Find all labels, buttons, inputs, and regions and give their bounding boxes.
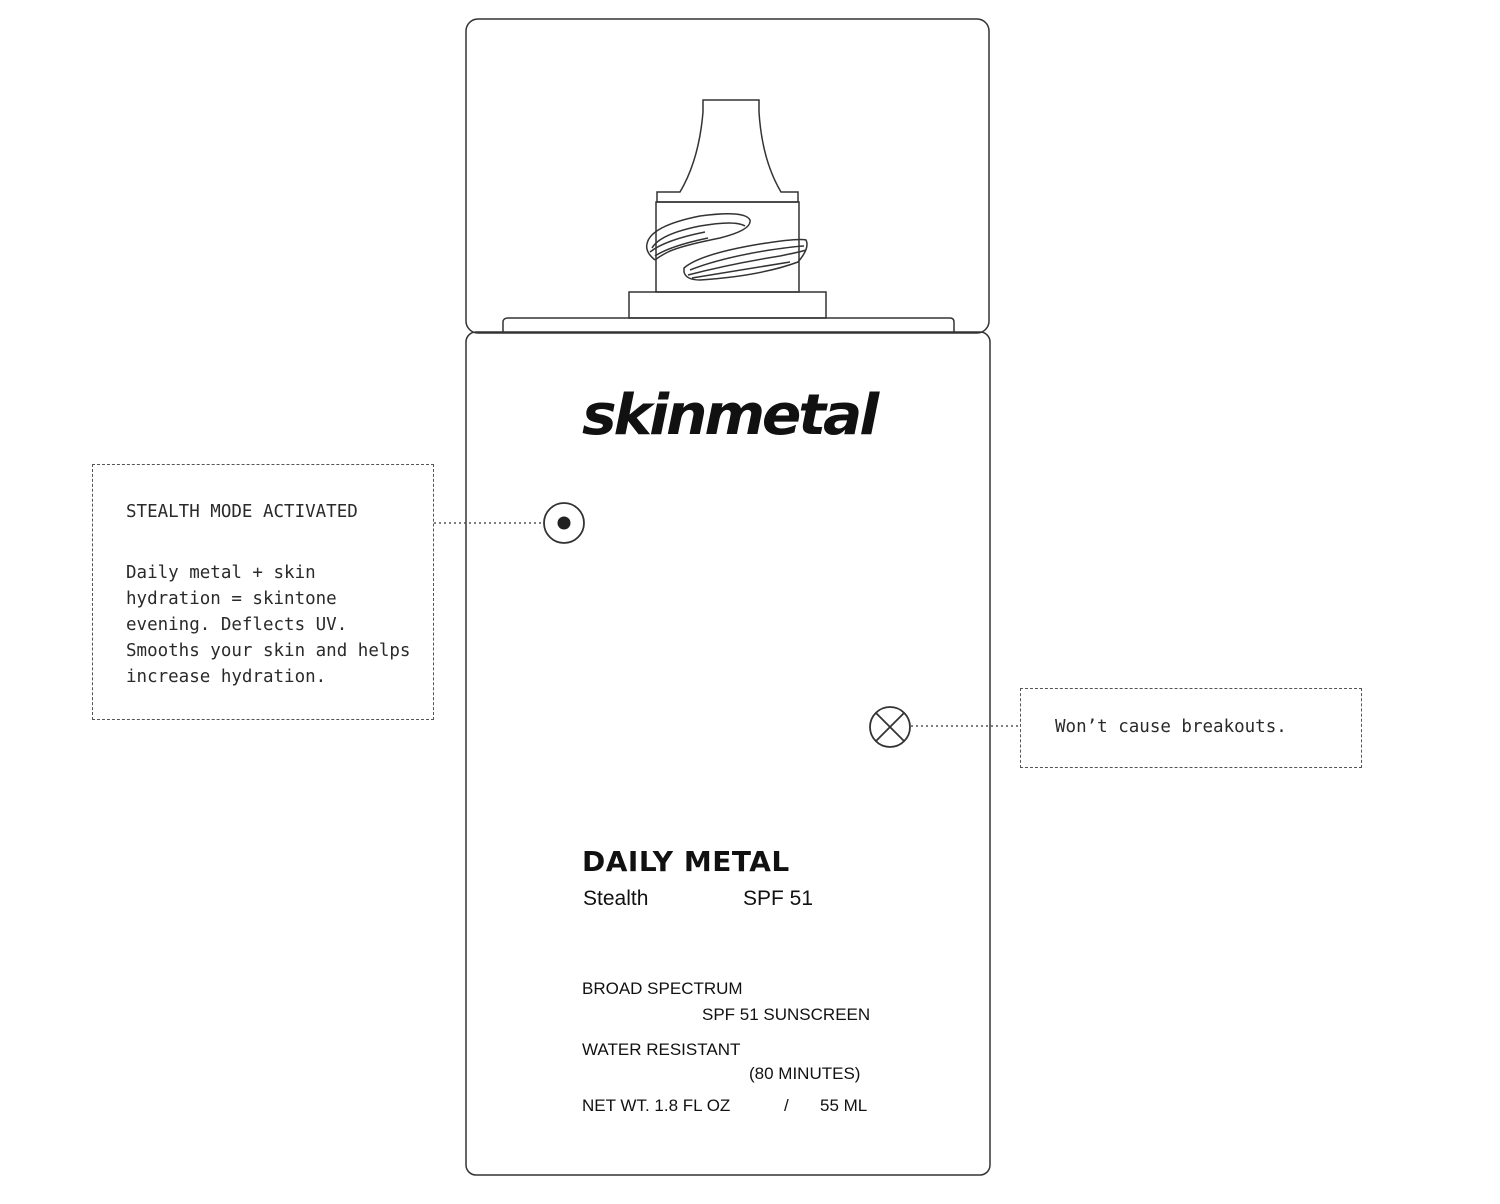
label-separator: / [784, 1096, 789, 1115]
brand-logo: skinmetal [582, 383, 877, 448]
callout-box-breakouts [1020, 688, 1362, 768]
product-spf: SPF 51 [743, 887, 814, 910]
label-volume: 55 ML [820, 1096, 868, 1115]
callout-title: STEALTH MODE ACTIVATED [126, 502, 358, 522]
label-minutes: (80 MINUTES) [749, 1064, 861, 1083]
label-water-resistant: WATER RESISTANT [582, 1040, 741, 1059]
callout-note: Won’t cause breakouts. [1055, 717, 1287, 737]
nozzle-icon [503, 100, 954, 332]
label-net-weight: NET WT. 1.8 FL OZ [582, 1096, 731, 1115]
callout-box-stealth [92, 464, 434, 720]
target-dot-icon [544, 503, 584, 543]
cap-outline [466, 19, 989, 333]
product-name: DAILY METAL [582, 845, 790, 878]
callout-description: Daily metal + skin hydration = skintone evening. Deflects UV. Smooths your skin and helps increase hydration. [126, 563, 411, 687]
label-broad-spectrum: BROAD SPECTRUM [582, 979, 743, 998]
cross-circle-icon [870, 707, 910, 747]
label-sunscreen: SPF 51 SUNSCREEN [702, 1005, 871, 1024]
product-variant: Stealth [583, 887, 649, 910]
